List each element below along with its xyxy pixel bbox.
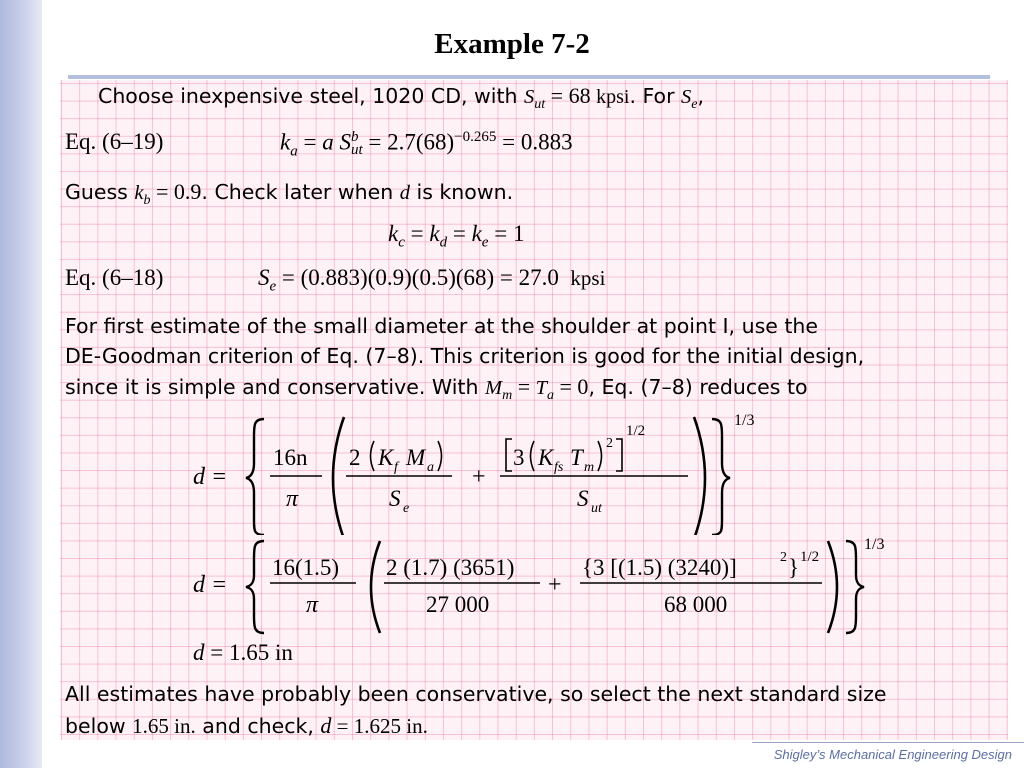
formula2-num2: 2 (1.7) (3651) (386, 555, 515, 580)
svg-text:}: } (788, 555, 800, 580)
formula2-num1: 16(1.5) (272, 555, 340, 580)
eq-6-19-label: Eq. (6–19) (65, 129, 164, 154)
paragraph-line-3: since it is simple and conservative. With $M_m = T_a = 0$, Eq. (7–8) reduces to (65, 374, 808, 404)
slide-left-bar (0, 0, 42, 768)
slide-title: Example 7-2 (434, 28, 590, 60)
numeric-formula (60, 535, 1008, 645)
formula1-num-2: 2 (349, 445, 361, 470)
formula1-plus: + (472, 464, 486, 490)
svg-text:2: 2 (606, 436, 613, 451)
de-goodman-formula (60, 405, 1008, 535)
conclusion-line-1: All estimates have probably been conservative, so select the next standard size (65, 682, 887, 706)
eq-6-18: $S_e = (0.883)(0.9)(0.5)(68) = 27.0$ kpsi (258, 265, 606, 295)
formula1-left-brace (246, 419, 264, 535)
title-divider (68, 75, 990, 79)
eq-6-18-label: Eq. (6–18) (65, 265, 164, 290)
guess-line: Guess $k_b = 0.9$. Check later when d is known. (65, 179, 514, 209)
svg-text:1/2: 1/2 (626, 423, 646, 439)
svg-text:a: a (427, 460, 434, 475)
footer-credit: Shigley’s Mechanical Engineering Design (773, 747, 1012, 762)
svg-text:K: K (538, 445, 554, 470)
formula2-exponent: 1/3 (864, 536, 885, 553)
svg-text:f: f (394, 460, 398, 475)
kc-kd-ke-equation: $k_c = k_d = k_e = 1$ (388, 221, 525, 251)
formula1-lhs: d = (193, 464, 228, 490)
formula2-right-paren (828, 541, 837, 633)
svg-text:e: e (403, 501, 410, 516)
svg-text:S: S (577, 486, 589, 511)
formula2-den3: 68 000 (664, 592, 728, 617)
svg-text:m: m (584, 460, 595, 475)
formula2-left-paren (371, 541, 380, 633)
conclusion-line-2: below 1.65 in. and check, d = 1.625 in. (65, 713, 428, 738)
formula2-lhs: d = (193, 572, 228, 598)
eq-6-19: $k_a = a$ S b ut = $2.7(68)^{-0.265} = 0.883$ (280, 129, 573, 160)
formula1-16n: 16n (273, 445, 308, 470)
formula1-exponent: 1/3 (734, 412, 755, 429)
formula1-right-brace (712, 419, 730, 535)
paragraph-line-2: DE-Goodman criterion of Eq. (7–8). This criterion is good for the initial design, (65, 344, 865, 368)
formula2-den2: 27 000 (426, 592, 490, 617)
formula1-pi: π (286, 486, 299, 512)
formula2-right-brace (846, 541, 864, 633)
svg-text:fs: fs (554, 460, 564, 475)
intro-line: Choose inexpensive steel, 1020 CD, with $S_{ut} = 68$ kpsi. For $S_e$, (98, 83, 705, 113)
svg-text:2: 2 (780, 550, 787, 565)
grid-paper-content (60, 80, 1008, 740)
svg-text:T: T (570, 445, 583, 470)
formula2-left-brace (246, 541, 264, 633)
formula1-right-paren (694, 417, 705, 535)
svg-text:S: S (389, 486, 401, 511)
paragraph-line-1: For first estimate of the small diameter at the shoulder at point I, use the (65, 314, 819, 338)
footer-divider (752, 742, 1024, 743)
svg-text:ut: ut (591, 501, 602, 516)
formula2-num3: {3 [(1.5) (3240)] (582, 555, 737, 580)
svg-text:1/2: 1/2 (800, 549, 820, 565)
svg-text:M: M (406, 445, 426, 470)
svg-text:3: 3 (513, 445, 525, 470)
formula1-left-paren (333, 417, 344, 535)
svg-text:π: π (306, 592, 319, 618)
svg-text:K: K (378, 445, 394, 470)
formula2-plus: + (548, 572, 562, 598)
result-equation: d = 1.65 in (193, 640, 293, 665)
